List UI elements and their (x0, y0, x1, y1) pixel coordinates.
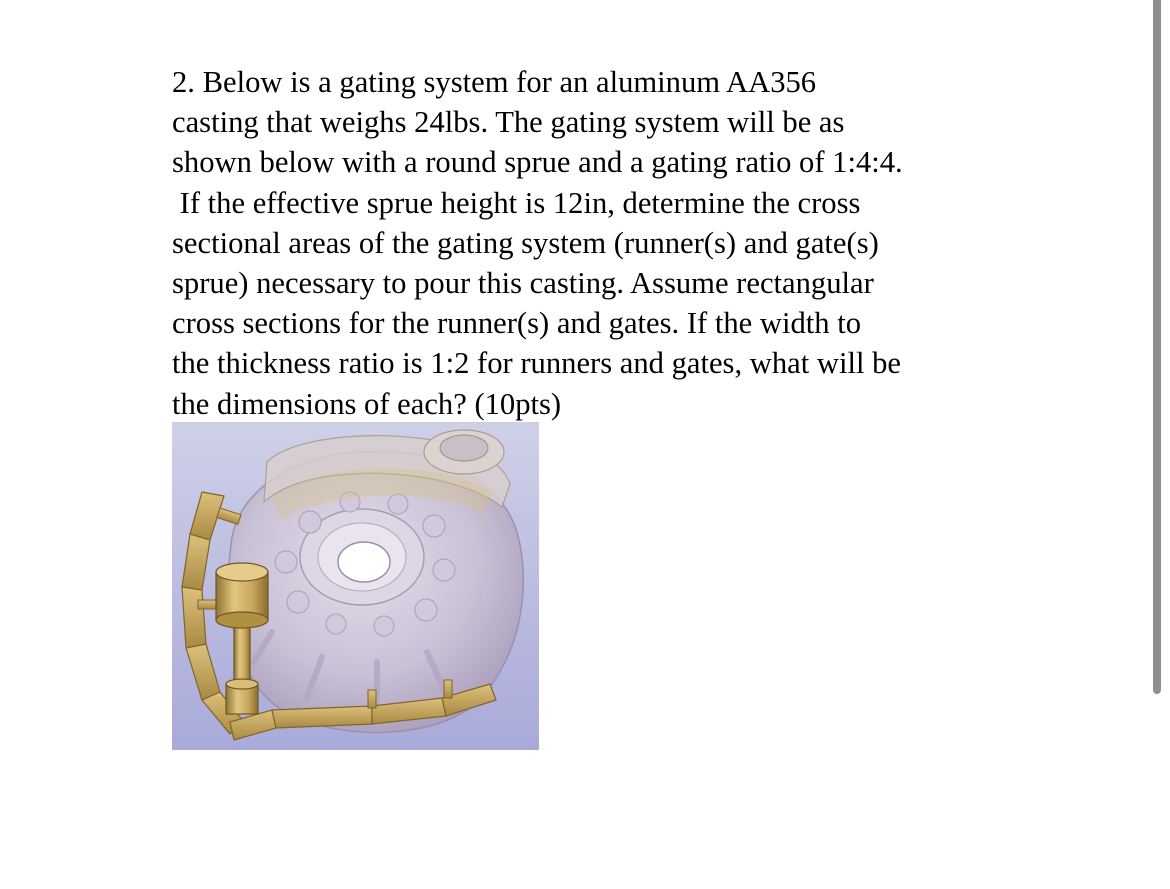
vertical-scrollbar[interactable] (1151, 0, 1170, 889)
gating-system-figure (172, 422, 539, 750)
question-line-1: 2. Below is a gating system for an aluminum AA356 (172, 65, 817, 99)
question-line-4: If the effective sprue height is 12in, determine the cross (172, 185, 861, 220)
question-line-7: cross sections for the runner(s) and gates. If the width to (172, 306, 862, 341)
question-line-3: shown below with a round sprue and a gating ratio of 1:4:4. (172, 145, 903, 180)
question-line-6: sprue) necessary to pour this casting. Assume rectangular (172, 266, 874, 301)
question-text (172, 62, 1002, 424)
question-line-2: casting that weighs 24lbs. The gating system will be as (172, 105, 845, 140)
scrollbar-thumb[interactable] (1153, 0, 1161, 694)
question-line-8: the thickness ratio is 1:2 for runners and gates, what will be (172, 346, 901, 381)
gating-system-illustration (172, 422, 539, 750)
question-line-9: the dimensions of each? (10pts) (172, 386, 562, 421)
question-line-5: sectional areas of the gating system (runner(s) and gate(s) (172, 225, 879, 260)
